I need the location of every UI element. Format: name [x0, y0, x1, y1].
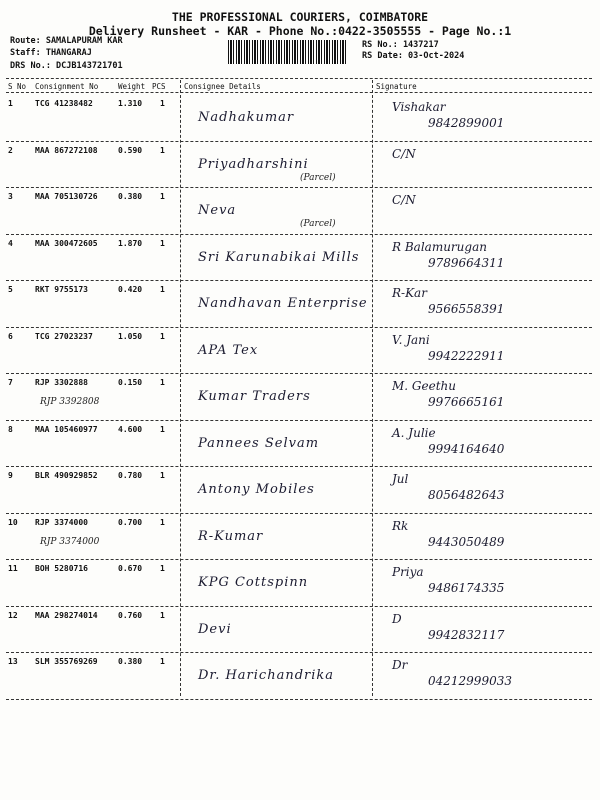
- row-divider: [6, 652, 592, 653]
- row-consignment-no: TCG 27023237: [35, 331, 93, 341]
- row-consignment-no: RKT 9755173: [35, 285, 88, 294]
- row-sno: 5: [8, 285, 13, 294]
- row-signature: Rk: [392, 518, 409, 533]
- row-consignment-no: MAA 705130726: [35, 192, 98, 201]
- row-pcs: 1: [160, 564, 165, 573]
- row-consignee: Priyadharshini: [198, 156, 309, 172]
- row-consignee: Dr. Harichandrika: [198, 668, 335, 683]
- row-sno: 9: [8, 471, 13, 480]
- row-pcs: 1: [160, 99, 165, 108]
- row-signature: Dr: [392, 658, 408, 672]
- row-sno: 8: [8, 424, 13, 434]
- row-pcs: 1: [160, 610, 165, 620]
- rs-date: RS Date: 03-Oct-2024: [362, 51, 465, 61]
- row-consignment-no: MAA 298274014: [35, 610, 98, 620]
- row-consignee: KPG Cottspinn: [198, 575, 309, 590]
- row-signature: R Balamurugan: [392, 239, 487, 254]
- row-consignment-no: RJP 3374000: [35, 517, 88, 527]
- row-pcs: 1: [160, 657, 165, 666]
- row-divider: [6, 327, 592, 328]
- row-signature: D: [392, 611, 402, 626]
- staff-label: Staff: THANGARAJ: [10, 48, 92, 58]
- row-phone: 9486174335: [428, 581, 505, 595]
- row-pcs: 1: [160, 471, 165, 480]
- row-phone: 9994164640: [428, 441, 505, 456]
- row-weight: 1.310: [118, 99, 143, 108]
- row-sno: 7: [8, 378, 13, 387]
- row-pcs: 1: [160, 517, 165, 527]
- row-consignee-note: RJP 3374000: [40, 536, 100, 547]
- row-divider: [6, 187, 592, 188]
- row-divider: [6, 559, 592, 560]
- row-divider: [6, 280, 592, 281]
- row-signature: Jul: [392, 472, 409, 486]
- row-consignee-note: RJP 3392808: [40, 397, 100, 407]
- row-sno: 6: [8, 331, 13, 341]
- row-divider: [6, 466, 592, 467]
- company-title: THE PROFESSIONAL COURIERS, COIMBATORE: [171, 10, 429, 24]
- row-divider: [6, 141, 592, 142]
- col-sno: S No: [8, 82, 27, 91]
- col-weight: Weight: [118, 82, 146, 91]
- row-weight: 1.050: [118, 331, 143, 341]
- row-pcs: 1: [160, 331, 165, 341]
- row-pcs: 1: [160, 378, 165, 387]
- row-weight: 0.670: [118, 564, 143, 573]
- row-consignee: Nadhakumar: [198, 110, 295, 125]
- row-consignee-note: (Parcel): [300, 172, 336, 183]
- row-signature: C/N: [392, 146, 416, 161]
- barcode: [228, 40, 348, 64]
- row-consignment-no: TCG 41238482: [35, 99, 93, 108]
- row-consignment-no: MAA 105460977: [35, 424, 98, 434]
- row-weight: 0.780: [118, 471, 143, 480]
- row-weight: 0.420: [118, 285, 143, 294]
- row-consignee: Devi: [198, 621, 232, 637]
- row-phone: 9842899001: [428, 116, 505, 130]
- row-divider: [6, 420, 592, 421]
- row-sno: 3: [8, 192, 13, 201]
- header-rule: [6, 92, 592, 93]
- row-pcs: 1: [160, 145, 165, 155]
- row-phone: 9942222911: [428, 348, 505, 363]
- row-consignment-no: SLM 355769269: [35, 657, 98, 666]
- row-consignment-no: MAA 867272108: [35, 145, 98, 155]
- row-weight: 1.870: [118, 238, 143, 248]
- row-divider: [6, 606, 592, 607]
- row-weight: 0.380: [118, 657, 143, 666]
- row-signature: Vishakar: [392, 100, 446, 114]
- row-phone: 04212999033: [428, 674, 512, 688]
- row-consignee: APA Tex: [198, 342, 259, 358]
- col-pcs: PCS: [152, 82, 166, 91]
- rs-number: RS No.: 1437217: [362, 40, 439, 50]
- row-weight: 0.380: [118, 192, 143, 201]
- route-label: Route: SAMALAPURAM KAR: [10, 36, 123, 46]
- row-divider: [6, 373, 592, 374]
- row-pcs: 1: [160, 238, 165, 248]
- row-divider: [6, 699, 592, 700]
- row-consignee-note: (Parcel): [300, 219, 336, 229]
- row-consignment-no: BOH 5280716: [35, 564, 88, 573]
- row-signature: M. Geethu: [392, 379, 456, 393]
- drs-number: DRS No.: DCJB143721701: [10, 61, 123, 71]
- row-divider: [6, 513, 592, 514]
- row-pcs: 1: [160, 285, 165, 294]
- col-consignee: Consignee Details: [184, 82, 261, 91]
- row-sno: 1: [8, 99, 13, 108]
- row-sno: 4: [8, 238, 13, 248]
- row-signature: Priya: [392, 565, 424, 579]
- row-phone: 9443050489: [428, 534, 505, 549]
- row-consignment-no: RJP 3302888: [35, 378, 88, 387]
- row-pcs: 1: [160, 424, 165, 434]
- column-divider: [372, 80, 373, 696]
- row-signature: R-Kar: [392, 286, 427, 300]
- row-consignee: Kumar Traders: [198, 389, 311, 404]
- row-divider: [6, 234, 592, 235]
- col-signature: Signature: [376, 82, 417, 91]
- row-consignee: Neva: [198, 203, 237, 218]
- row-weight: 0.760: [118, 610, 143, 620]
- row-sno: 13: [8, 657, 18, 666]
- row-sno: 12: [8, 610, 18, 620]
- table-top-rule: [6, 78, 592, 79]
- row-weight: 0.700: [118, 517, 143, 527]
- row-signature: V. Jani: [392, 332, 430, 347]
- row-consignee: Sri Karunabikai Mills: [198, 249, 360, 265]
- row-consignment-no: BLR 490929852: [35, 471, 98, 480]
- row-phone: 8056482643: [428, 488, 505, 502]
- row-weight: 0.150: [118, 378, 143, 387]
- row-signature: C/N: [392, 193, 416, 207]
- row-consignment-no: MAA 300472605: [35, 238, 98, 248]
- row-signature: A. Julie: [392, 425, 436, 440]
- row-pcs: 1: [160, 192, 165, 201]
- runsheet-subtitle: Delivery Runsheet - KAR - Phone No.:0422-3505555 - Page No.:1: [88, 24, 512, 38]
- row-weight: 0.590: [118, 145, 143, 155]
- column-divider: [180, 80, 181, 696]
- row-sno: 11: [8, 564, 18, 573]
- row-consignee: Pannees Selvam: [198, 435, 320, 451]
- row-phone: 9976665161: [428, 395, 505, 409]
- row-consignee: Antony Mobiles: [198, 482, 315, 497]
- row-sno: 10: [8, 517, 18, 527]
- row-phone: 9942832117: [428, 627, 505, 642]
- row-consignee: Nandhavan Enterprise: [198, 296, 368, 311]
- row-weight: 4.600: [118, 424, 143, 434]
- row-phone: 9566558391: [428, 302, 505, 316]
- col-consignment: Consignment No: [35, 82, 99, 91]
- row-consignee: R-Kumar: [198, 528, 264, 544]
- row-sno: 2: [8, 145, 13, 155]
- row-phone: 9789664311: [428, 255, 505, 270]
